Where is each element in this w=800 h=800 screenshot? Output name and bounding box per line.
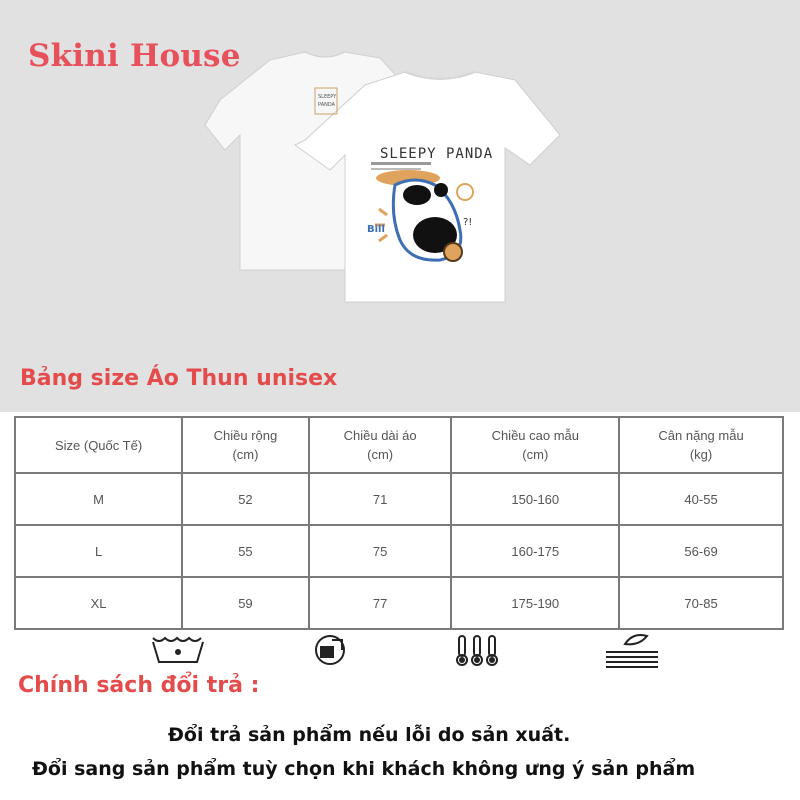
table-cell: 70-85	[619, 577, 783, 629]
svg-text:SLEEPY: SLEEPY	[318, 94, 337, 100]
table-cell: 71	[309, 473, 452, 525]
column-header: Size (Quốc Tế)	[15, 417, 182, 473]
table-cell: 150-160	[451, 473, 619, 525]
tshirt-image	[195, 40, 570, 315]
table-cell: M	[15, 473, 182, 525]
table-row	[15, 473, 783, 525]
table-cell: 40-55	[619, 473, 783, 525]
size-chart-table	[14, 416, 784, 626]
table-row	[15, 577, 783, 629]
return-policy-line: Đổi trả sản phẩm nếu lỗi do sản xuất.	[168, 724, 571, 746]
care-icons	[0, 632, 800, 672]
iron-icon	[603, 632, 661, 670]
table-cell: 77	[309, 577, 452, 629]
table-cell: 160-175	[451, 525, 619, 577]
return-policy-title: Chính sách đổi trả :	[18, 673, 260, 698]
table-cell: 59	[182, 577, 309, 629]
column-header: Chiều rộng (cm)	[182, 417, 309, 473]
svg-text:?!: ?!	[463, 217, 473, 228]
table-cell: 52	[182, 473, 309, 525]
table-cell: 175-190	[451, 577, 619, 629]
table-cell: 75	[309, 525, 452, 577]
table-cell: XL	[15, 577, 182, 629]
print-tag: Bill	[367, 224, 385, 235]
size-chart-title: Bảng size Áo Thun unisex	[20, 366, 338, 391]
table-cell: L	[15, 525, 182, 577]
svg-text:PANDA: PANDA	[318, 102, 336, 108]
no-bleach-icon	[312, 632, 348, 668]
wash-icon	[150, 632, 208, 666]
table-header-row	[15, 417, 783, 473]
column-header: Chiều cao mẫu (cm)	[451, 417, 619, 473]
print-title: SLEEPY PANDA	[380, 146, 494, 162]
return-policy-line: Đổi sang sản phẩm tuỳ chọn khi khách không ưng ý sản phẩm	[32, 758, 696, 780]
column-header: Chiều dài áo (cm)	[309, 417, 452, 473]
brand-logo-text: Skini House	[28, 38, 241, 74]
table-row	[15, 525, 783, 577]
table-cell: 56-69	[619, 525, 783, 577]
table-cell: 55	[182, 525, 309, 577]
column-header: Cân nặng mẫu (kg)	[619, 417, 783, 473]
temperature-icon	[455, 632, 501, 668]
